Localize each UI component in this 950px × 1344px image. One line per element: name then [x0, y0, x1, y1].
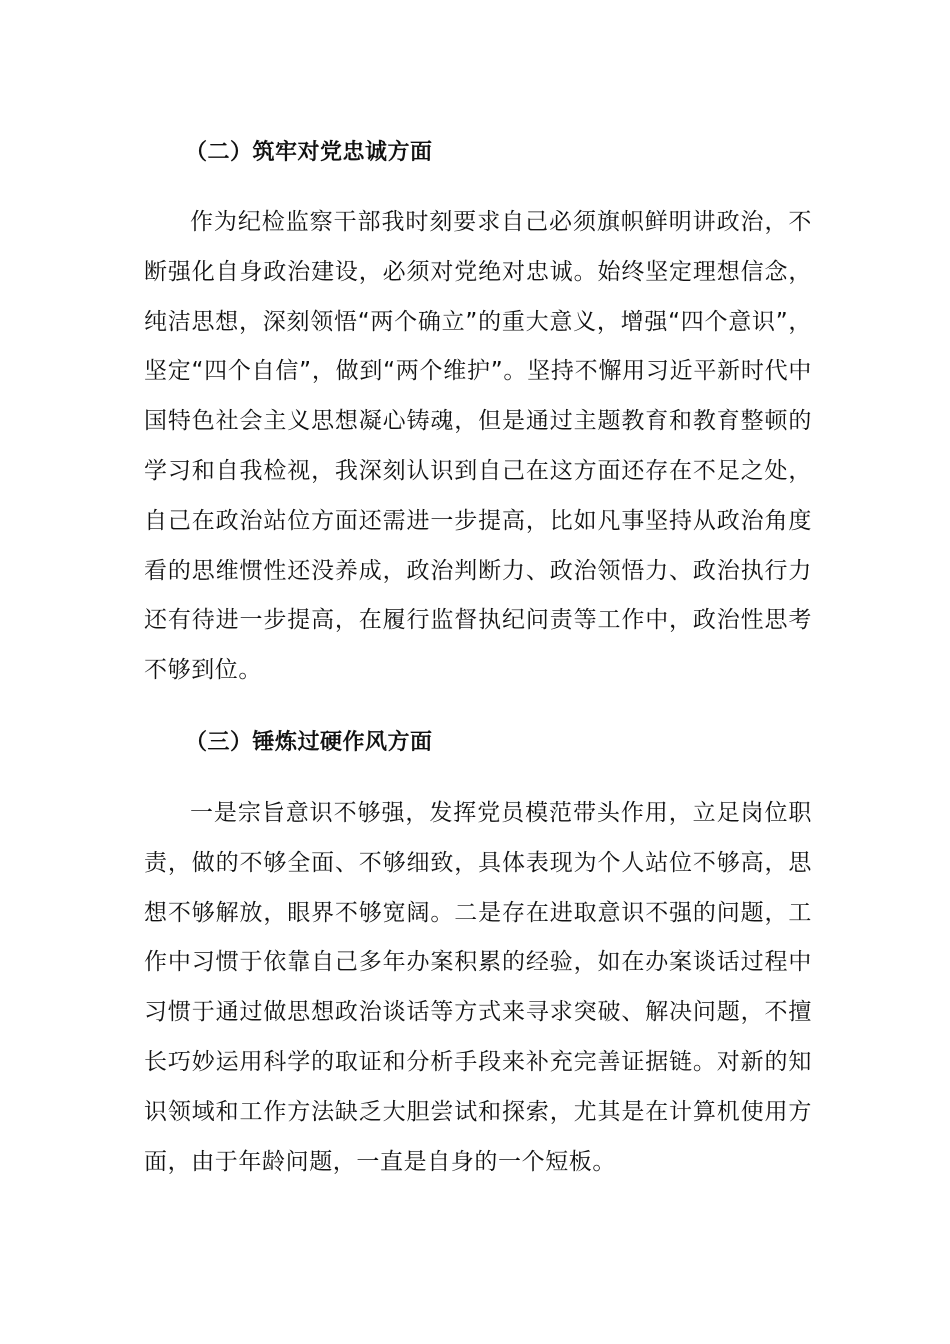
section-heading-2: （二）筑牢对党忠诚方面: [185, 140, 433, 165]
section-heading-3: （三）锤炼过硬作风方面: [185, 730, 433, 755]
section-body-3: 一是宗旨意识不够强，发挥党员模范带头作用，立足岗位职责，做的不够全面、不够细致，具体表现为个人站位不够高，思想不够解放，眼界不够宽阔。二是存在进取意识不强的问题，工作中习惯于依靠自己多年办案积累的经验，如在办案谈话过程中习惯于通过做思想政治谈话等方式来寻求突破、解决问题，不擅长巧妙运用科学的取证和分析手段来补充完善证据链。对新的知识领域和工作方法缺乏大胆尝试和探索，尤其是在计算机使用方面，由于年龄问题，一直是自身的一个短板。: [144, 800, 812, 1175]
section-body-2: 作为纪检监察干部我时刻要求自己必须旗帜鲜明讲政治，不断强化自身政治建设，必须对党绝对忠诚。始终坚定理想信念，纯洁思想，深刻领悟“两个确立”的重大意义，增强“四个意识”，坚定“四个自信”，做到“两个维护”。坚持不懈用习近平新时代中国特色社会主义思想凝心铸魂，但是通过主题教育和教育整顿的学习和自我检视，我深刻认识到自己在这方面还存在不足之处，自己在政治站位方面还需进一步提高，比如凡事坚持从政治角度看的思维惯性还没养成，政治判断力、政治领悟力、政治执行力还有待进一步提高，在履行监督执纪问责等工作中，政治性思考不够到位。: [144, 209, 812, 684]
